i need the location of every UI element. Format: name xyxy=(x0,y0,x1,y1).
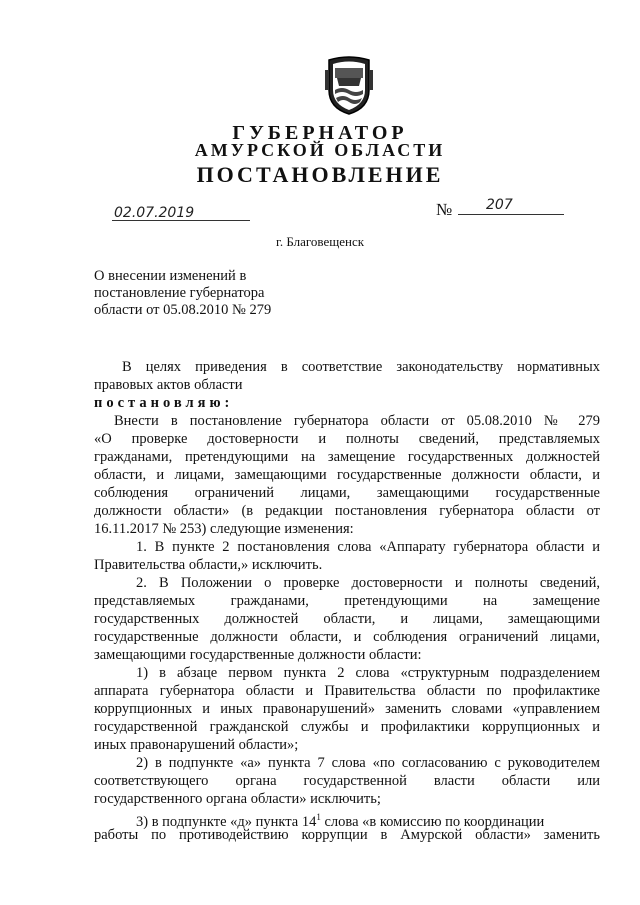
body-line xyxy=(94,808,600,830)
document-date: 02.07.2019 xyxy=(114,205,195,221)
body-line: государственные должности области, и соблюдения ограничений лицами, xyxy=(94,629,600,645)
body-text: 3) в подпункте «д» пункта 14 xyxy=(136,813,317,830)
body-line: аппарата губернатора области и Правительства области по профилактике xyxy=(94,683,600,699)
header-decree: ПОСТАНОВЛЕНИЕ xyxy=(196,162,444,187)
body-line: Внести в постановление губернатора области от 05.08.2010 № 279 xyxy=(114,413,600,429)
body-line: государственных должностей области, и лицами, замещающими xyxy=(94,611,600,627)
number-underline xyxy=(458,214,564,215)
header-governor: ГУБЕРНАТОР xyxy=(232,122,408,144)
body-line: коррупционных и иных правонарушений» заменить словами «управлением xyxy=(94,701,600,717)
document-city: г. Благовещенск xyxy=(275,234,365,249)
document-number: 207 xyxy=(486,197,513,213)
body-line: представляемых гражданами, претендующими на замещение xyxy=(94,593,600,609)
body-line: замещающими государственные должности области: xyxy=(94,647,422,663)
body-line: должности области» (в редакции постановления губернатора области от xyxy=(94,503,600,519)
body-line: государственной гражданской службы и профилактики коррупционных и xyxy=(94,719,600,735)
body-line: соблюдения ограничений лицами, замещающими государственные xyxy=(94,485,600,501)
body-line: гражданами, претендующими на замещение государственных должностей xyxy=(94,449,600,465)
subject-line: области от 05.08.2010 № 279 xyxy=(94,302,272,318)
body-line: «О проверке достоверности и полноты сведений, представляемых xyxy=(94,431,600,447)
subject-line: О внесении изменений в xyxy=(94,268,247,284)
document-subject xyxy=(94,268,271,319)
body-line: работы по противодействию коррупции в Амурской области» заменить xyxy=(94,827,600,843)
body-line: 2) в подпункте «а» пункта 7 слова «по согласованию с руководителем xyxy=(136,755,600,771)
body-line: соответствующего органа государственной власти области или xyxy=(94,773,600,789)
body-line: иных правонарушений области»; xyxy=(94,737,299,753)
body-line: 2. В Положении о проверке достоверности и полноты сведений, xyxy=(136,575,600,591)
coat-of-arms-emblem xyxy=(323,56,375,116)
subject-line: постановление губернатора xyxy=(94,285,265,301)
body-line: Правительства области,» исключить. xyxy=(94,557,323,573)
superscript: 1 xyxy=(316,812,321,822)
body-line: области, и лицами, замещающими государственные должности области, и xyxy=(94,467,600,483)
body-line: 16.11.2017 № 253) следующие изменения: xyxy=(94,521,354,537)
resolution-word: постановляю: xyxy=(94,395,234,411)
number-sign: № xyxy=(436,200,453,219)
header-region: АМУРСКОЙ ОБЛАСТИ xyxy=(194,140,446,160)
body-line: государственного органа области» исключить; xyxy=(94,791,381,807)
body-line: правовых актов области xyxy=(94,377,243,393)
date-underline xyxy=(112,220,250,221)
body-line: 1) в абзаце первом пункта 2 слова «структурным подразделением xyxy=(136,665,600,681)
body-line: 1. В пункте 2 постановления слова «Аппарату губернатора области и xyxy=(136,539,600,555)
document-body xyxy=(94,358,600,844)
body-line: В целях приведения в соответствие законодательству нормативных xyxy=(122,359,600,375)
body-text: слова «в комиссию по координации xyxy=(320,813,545,830)
